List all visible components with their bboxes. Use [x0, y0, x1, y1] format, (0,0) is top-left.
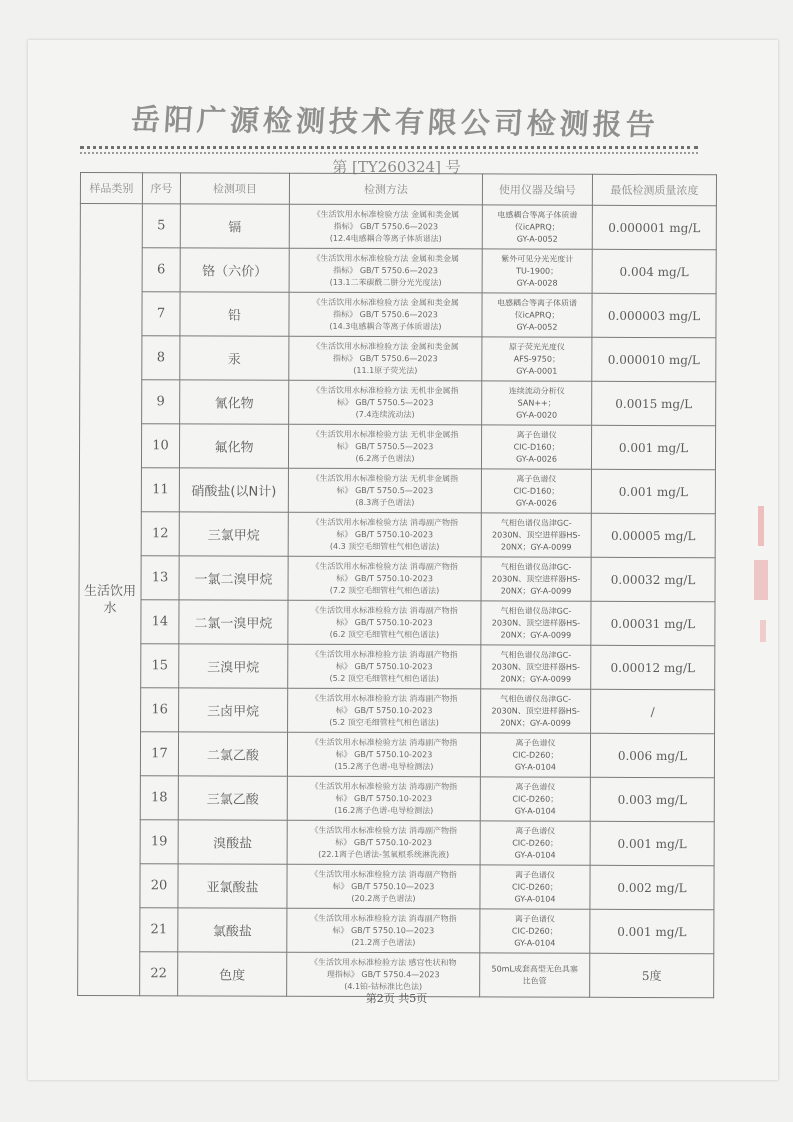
instrument-line: 电感耦合等离子体质谱 [497, 209, 578, 220]
instrument-line: 离子色谱仪 [515, 782, 556, 792]
test-method-cell [289, 292, 482, 337]
instrument-line: 紫外可见分光光度计 [501, 253, 574, 264]
method-line: 理指标》 GB/T 5750.4—2023 [326, 969, 440, 979]
min-concentration-cell: 5度 [590, 953, 714, 997]
instrument-line: CIC-D260； [511, 926, 558, 936]
method-line: 《生活饮用水标准检验方法 消毒副产物指 [311, 561, 458, 571]
method-line: 指标》 GB/T 5750.6—2023 [333, 221, 439, 231]
table-row [79, 599, 715, 645]
sample-category-cell: 生活饮用水 [78, 204, 143, 996]
method-line: 标》 GB/T 5750.10—2023 [332, 925, 435, 935]
method-line: 《生活饮用水标准检验方法 消毒副产物指 [310, 781, 458, 791]
instrument-line: 20NX；GY-A-0099 [500, 585, 572, 596]
method-line: 标》 GB/T 5750.10-2023 [336, 617, 433, 627]
instrument-line: 离子色谱仪 [515, 738, 556, 748]
method-line: 标》 GB/T 5750.10-2023 [335, 793, 433, 803]
instrument-cell [480, 909, 590, 953]
min-concentration-cell: 0.004 mg/L [592, 249, 716, 293]
title-divider-secondary [80, 152, 698, 154]
min-concentration-cell: 0.00031 mg/L [591, 601, 715, 645]
instrument-line: 离子色谱仪 [515, 826, 556, 836]
instrument-cell [481, 425, 591, 469]
min-concentration-cell: / [591, 689, 715, 733]
method-line: (20.2离子色谱法) [351, 893, 416, 903]
seq-cell: 7 [142, 292, 180, 336]
seq-cell: 17 [140, 732, 178, 776]
min-concentration-cell: 0.002 mg/L [590, 865, 714, 909]
instrument-line: 仪icAPRQ； [514, 222, 560, 232]
method-line: 标》 GB/T 5750.10-2023 [335, 661, 433, 671]
test-item-cell: 色度 [178, 952, 287, 996]
instrument-line: 2030N、顶空进样器HS- [492, 529, 581, 540]
instrument-line: CIC-D160； [513, 442, 560, 452]
method-line: 标》 GB/T 5750.10-2023 [336, 573, 433, 583]
table-row [79, 687, 715, 733]
seq-cell: 8 [142, 336, 180, 380]
test-method-cell [288, 600, 481, 645]
method-line: 《生活饮用水标准检验方法 消毒副产物指 [310, 737, 458, 747]
seq-cell: 11 [141, 468, 179, 512]
method-line: 《生活饮用水标准检验方法 消毒副产物指 [311, 649, 458, 659]
instrument-line: TU-1900； [516, 266, 559, 276]
instrument-line: GY-A-0026 [515, 454, 558, 464]
method-line: (7.2 顶空毛细管柱气相色谱法) [329, 585, 440, 595]
report-title: 岳阳广源检测技术有限公司检测报告 [129, 102, 660, 142]
instrument-line: 20NX；GY-A-0099 [500, 673, 572, 684]
instrument-line: GY-A-0104 [514, 938, 556, 948]
method-line: 《生活饮用水标准检验方法 金属和类金属 [312, 253, 459, 263]
method-line: 《生活饮用水标准检验方法 消毒副产物指 [310, 869, 457, 879]
table-row [78, 775, 714, 821]
instrument-line: 气相色谱仪岛津GC- [500, 649, 572, 660]
instrument-cell [481, 645, 591, 689]
method-line: (4.3 顶空毛细管柱气相色谱法) [329, 541, 440, 551]
method-line: 标》 GB/T 5750.10-2023 [335, 705, 433, 715]
min-concentration-cell: 0.003 mg/L [590, 777, 714, 821]
report-number: 第 [TY260324] 号 [332, 158, 461, 176]
method-line: 《生活饮用水标准检验方法 消毒副产物指 [310, 693, 458, 703]
test-method-cell [289, 248, 482, 293]
instrument-cell [480, 865, 590, 909]
instrument-line: CIC-D260； [512, 882, 558, 892]
instrument-line: GY-A-0104 [514, 762, 556, 772]
test-method-cell [288, 468, 481, 513]
instrument-line: 2030N、顶空进样器HS- [491, 573, 581, 584]
instrument-cell [480, 777, 590, 821]
header-instrument: 使用仪器及编号 [482, 174, 592, 205]
instrument-line: GY-A-0104 [514, 806, 556, 816]
table-row [79, 424, 715, 470]
table-row [79, 555, 715, 601]
method-line: 标》 GB/T 5750.10-2023 [336, 529, 434, 539]
title-divider [80, 146, 698, 149]
method-line: (6.2离子色谱法) [355, 453, 415, 463]
seq-cell: 18 [140, 776, 178, 820]
min-concentration-cell: 0.000001 mg/L [592, 205, 716, 249]
seq-cell: 15 [141, 644, 179, 688]
table-row [80, 336, 716, 382]
seq-cell: 9 [142, 380, 180, 424]
method-line: 《生活饮用水标准检验方法 消毒副产物指 [310, 825, 457, 835]
method-line: (16.2离子色谱-电导检测法) [334, 805, 434, 815]
test-method-cell [287, 776, 480, 821]
min-concentration-cell: 0.001 mg/L [591, 425, 715, 469]
instrument-line: 50mL成套高型无色具塞 [491, 963, 578, 974]
test-method-cell [287, 908, 480, 953]
test-method-cell [288, 556, 481, 601]
instrument-line: CIC-D260； [512, 794, 559, 804]
instrument-cell [482, 293, 592, 337]
min-concentration-cell: 0.00005 mg/L [591, 513, 715, 557]
min-concentration-cell: 0.001 mg/L [590, 909, 714, 953]
seq-cell: 13 [141, 556, 179, 600]
instrument-cell [480, 733, 590, 777]
instrument-line: GY-A-0020 [516, 410, 558, 420]
instrument-cell [482, 205, 592, 249]
test-item-cell: 一氯二溴甲烷 [179, 556, 288, 600]
instrument-cell [481, 557, 591, 601]
min-concentration-cell: 0.000003 mg/L [592, 293, 716, 337]
instrument-line: 2030N、顶空进样器HS- [491, 705, 580, 716]
method-line: 标》 GB/T 5750.10—2023 [332, 881, 435, 891]
header-min-concentration: 最低检测质量浓度 [592, 174, 716, 205]
red-seal-stamp-fragment [750, 500, 780, 660]
table-row [78, 907, 714, 953]
test-method-cell [289, 380, 482, 425]
min-concentration-cell: 0.00012 mg/L [591, 645, 715, 689]
instrument-cell [481, 513, 591, 557]
instrument-cell [481, 469, 591, 513]
seq-cell: 19 [140, 820, 178, 864]
instrument-line: CIC-D160； [513, 486, 560, 496]
method-line: (4.1铂-钴标准比色法) [344, 981, 423, 991]
test-item-cell: 亚氯酸盐 [178, 864, 287, 908]
method-line: (6.2 顶空毛细管柱气相色谱法) [329, 629, 440, 639]
instrument-cell [480, 821, 590, 865]
table-row [80, 292, 716, 338]
method-line: (21.2离子色谱法) [351, 937, 416, 947]
seq-cell: 10 [141, 424, 179, 468]
method-line: 标》 GB/T 5750.5—2023 [336, 485, 434, 495]
header-seq: 序号 [142, 173, 180, 204]
method-line: 《生活饮用水标准检验方法 消毒副产物指 [311, 605, 458, 615]
test-item-cell: 三卤甲烷 [179, 688, 288, 732]
seq-cell: 14 [141, 600, 179, 644]
method-line: 《生活饮用水标准检验方法 消毒副产物指 [310, 913, 457, 923]
method-line: (13.1二苯碳酰二肼分光光度法) [329, 277, 442, 287]
test-item-cell: 溴酸盐 [178, 820, 287, 864]
test-item-cell: 二氯一溴甲烷 [179, 600, 288, 644]
method-line: (11.1原子荧光法) [353, 365, 418, 375]
test-item-cell: 氯酸盐 [178, 908, 287, 952]
test-item-cell: 三氯甲烷 [179, 512, 288, 556]
test-method-cell [288, 644, 481, 689]
instrument-line: 气相色谱仪岛津GC- [500, 561, 572, 572]
instrument-line: CIC-D260； [512, 838, 559, 848]
test-item-cell: 三氯乙酸 [178, 776, 287, 820]
instrument-cell [481, 601, 591, 645]
method-line: 指标》 GB/T 5750.6—2023 [333, 265, 439, 275]
table-row [80, 204, 716, 250]
instrument-line: 电感耦合等离子体质谱 [497, 297, 578, 308]
instrument-line: 2030N、顶空进样器HS- [491, 617, 581, 628]
method-line: (7.4连续流动法) [355, 409, 415, 419]
test-method-cell [288, 512, 481, 557]
method-line: 《生活饮用水标准检验方法 金属和类金属 [312, 297, 459, 307]
instrument-line: 20NX；GY-A-0099 [500, 717, 571, 728]
instrument-line: 离子色谱仪 [515, 870, 556, 880]
min-concentration-cell: 0.000010 mg/L [592, 337, 716, 381]
method-line: 标》 GB/T 5750.10-2023 [335, 837, 433, 847]
instrument-line: CIC-D260； [512, 750, 559, 760]
method-line: (22.1离子色谱法-氢氧根系统淋洗液) [318, 849, 450, 859]
table-row [80, 380, 716, 426]
instrument-line: 2030N、顶空进样器HS- [491, 661, 580, 672]
test-item-cell: 镉 [180, 204, 289, 248]
seq-cell: 21 [140, 908, 178, 952]
method-line: 《生活饮用水标准检验方法 无机非金属指 [311, 473, 459, 483]
method-line: (14.3电感耦合等离子体质谱法) [329, 321, 442, 331]
seq-cell: 20 [140, 864, 178, 908]
method-line: 《生活饮用水标准检验方法 无机非金属指 [311, 429, 459, 439]
page-footer: 第2页 共5页 [365, 992, 428, 1005]
seq-cell: 22 [140, 952, 178, 996]
instrument-line: 离子色谱仪 [514, 914, 555, 924]
test-item-cell: 氰化物 [180, 380, 289, 424]
instrument-line: 离子色谱仪 [516, 430, 557, 440]
method-line: 《生活饮用水标准检验方法 无机非金属指 [311, 385, 459, 395]
instrument-line: 离子色谱仪 [516, 474, 557, 484]
table-row [80, 248, 716, 294]
table-row [79, 643, 715, 689]
instrument-line: 气相色谱仪岛津GC- [500, 693, 572, 704]
method-line: 指标》 GB/T 5750.6—2023 [333, 309, 438, 319]
min-concentration-cell: 0.00032 mg/L [591, 557, 715, 601]
test-item-cell: 铬（六价） [180, 248, 289, 292]
min-concentration-cell: 0.001 mg/L [591, 469, 715, 513]
table-row [79, 511, 715, 557]
method-line: (8.3离子色谱法) [355, 497, 415, 507]
table-row [78, 731, 714, 777]
method-line: (15.2离子色谱-电导检测法) [334, 761, 434, 771]
instrument-line: GY-A-0052 [516, 322, 558, 332]
test-results-table [77, 172, 717, 998]
method-line: (5.2 顶空毛细管柱气相色谱法) [329, 717, 439, 727]
seq-cell: 5 [142, 204, 180, 248]
table-body [78, 204, 717, 998]
test-method-cell [287, 864, 480, 909]
header-sample-category: 样品类别 [80, 173, 142, 204]
instrument-cell [482, 249, 592, 293]
instrument-line: 仪icAPRQ； [514, 310, 560, 320]
test-item-cell: 铅 [180, 292, 289, 336]
test-item-cell: 氟化物 [179, 424, 288, 468]
min-concentration-cell: 0.0015 mg/L [592, 381, 716, 425]
test-item-cell: 三溴甲烷 [179, 644, 288, 688]
table-header-row [80, 173, 716, 206]
method-line: 《生活饮用水标准检验方法 金属和类金属 [312, 209, 460, 219]
test-method-cell [289, 336, 482, 381]
method-line: 指标》 GB/T 5750.6—2023 [332, 353, 438, 363]
instrument-line: 20NX；GY-A-0099 [500, 629, 572, 640]
seq-cell: 6 [142, 248, 180, 292]
test-item-cell: 二氯乙酸 [178, 732, 287, 776]
instrument-cell [482, 381, 592, 425]
instrument-line: GY-A-0104 [514, 894, 556, 904]
method-line: 标》 GB/T 5750.5—2023 [336, 441, 434, 451]
instrument-line: 比色管 [522, 976, 547, 986]
seq-cell: 16 [141, 688, 179, 732]
test-method-cell [287, 820, 480, 865]
instrument-line: 20NX；GY-A-0099 [500, 541, 572, 552]
instrument-line: GY-A-0028 [516, 278, 558, 288]
instrument-line: SAN++； [517, 398, 556, 408]
instrument-line: GY-A-0052 [516, 234, 558, 244]
instrument-line: 气相色谱仪岛津GC- [500, 517, 572, 528]
method-line: 标》 GB/T 5750.5—2023 [336, 397, 434, 407]
test-item-cell: 汞 [180, 336, 289, 380]
test-method-cell [287, 732, 480, 777]
test-method-cell [289, 204, 482, 249]
instrument-cell [481, 689, 591, 733]
method-line: 标》 GB/T 5750.10-2023 [335, 749, 433, 759]
header-test-item: 检测项目 [180, 173, 289, 204]
table-row [78, 863, 714, 909]
test-method-cell [288, 688, 481, 733]
method-line: 《生活饮用水标准检验方法 感官性状和物 [309, 957, 457, 967]
method-line: 《生活饮用水标准检验方法 消毒副产物指 [311, 517, 459, 527]
seq-cell: 12 [141, 512, 179, 556]
min-concentration-cell: 0.001 mg/L [590, 821, 714, 865]
min-concentration-cell: 0.006 mg/L [590, 733, 714, 777]
method-line: (5.2 顶空毛细管柱气相色谱法) [329, 673, 440, 683]
table-row [78, 819, 714, 865]
instrument-line: GY-A-0001 [516, 366, 558, 376]
test-method-cell [288, 424, 481, 469]
instrument-line: 气相色谱仪岛津GC- [500, 605, 572, 616]
method-line: (12.4电感耦合等离子体质谱法) [329, 233, 442, 243]
instrument-line: AFS-9750； [513, 354, 560, 364]
table-row [79, 467, 715, 513]
test-item-cell: 硝酸盐(以N计) [179, 468, 288, 512]
instrument-line: GY-A-0104 [514, 850, 556, 860]
header-test-method: 检测方法 [289, 173, 482, 205]
instrument-line: 连续流动分析仪 [508, 385, 565, 396]
method-line: 《生活饮用水标准检验方法 金属和类金属 [312, 341, 459, 351]
instrument-line: 原子荧光光度仪 [508, 341, 565, 352]
instrument-cell [482, 337, 592, 381]
instrument-line: GY-A-0026 [515, 498, 557, 508]
